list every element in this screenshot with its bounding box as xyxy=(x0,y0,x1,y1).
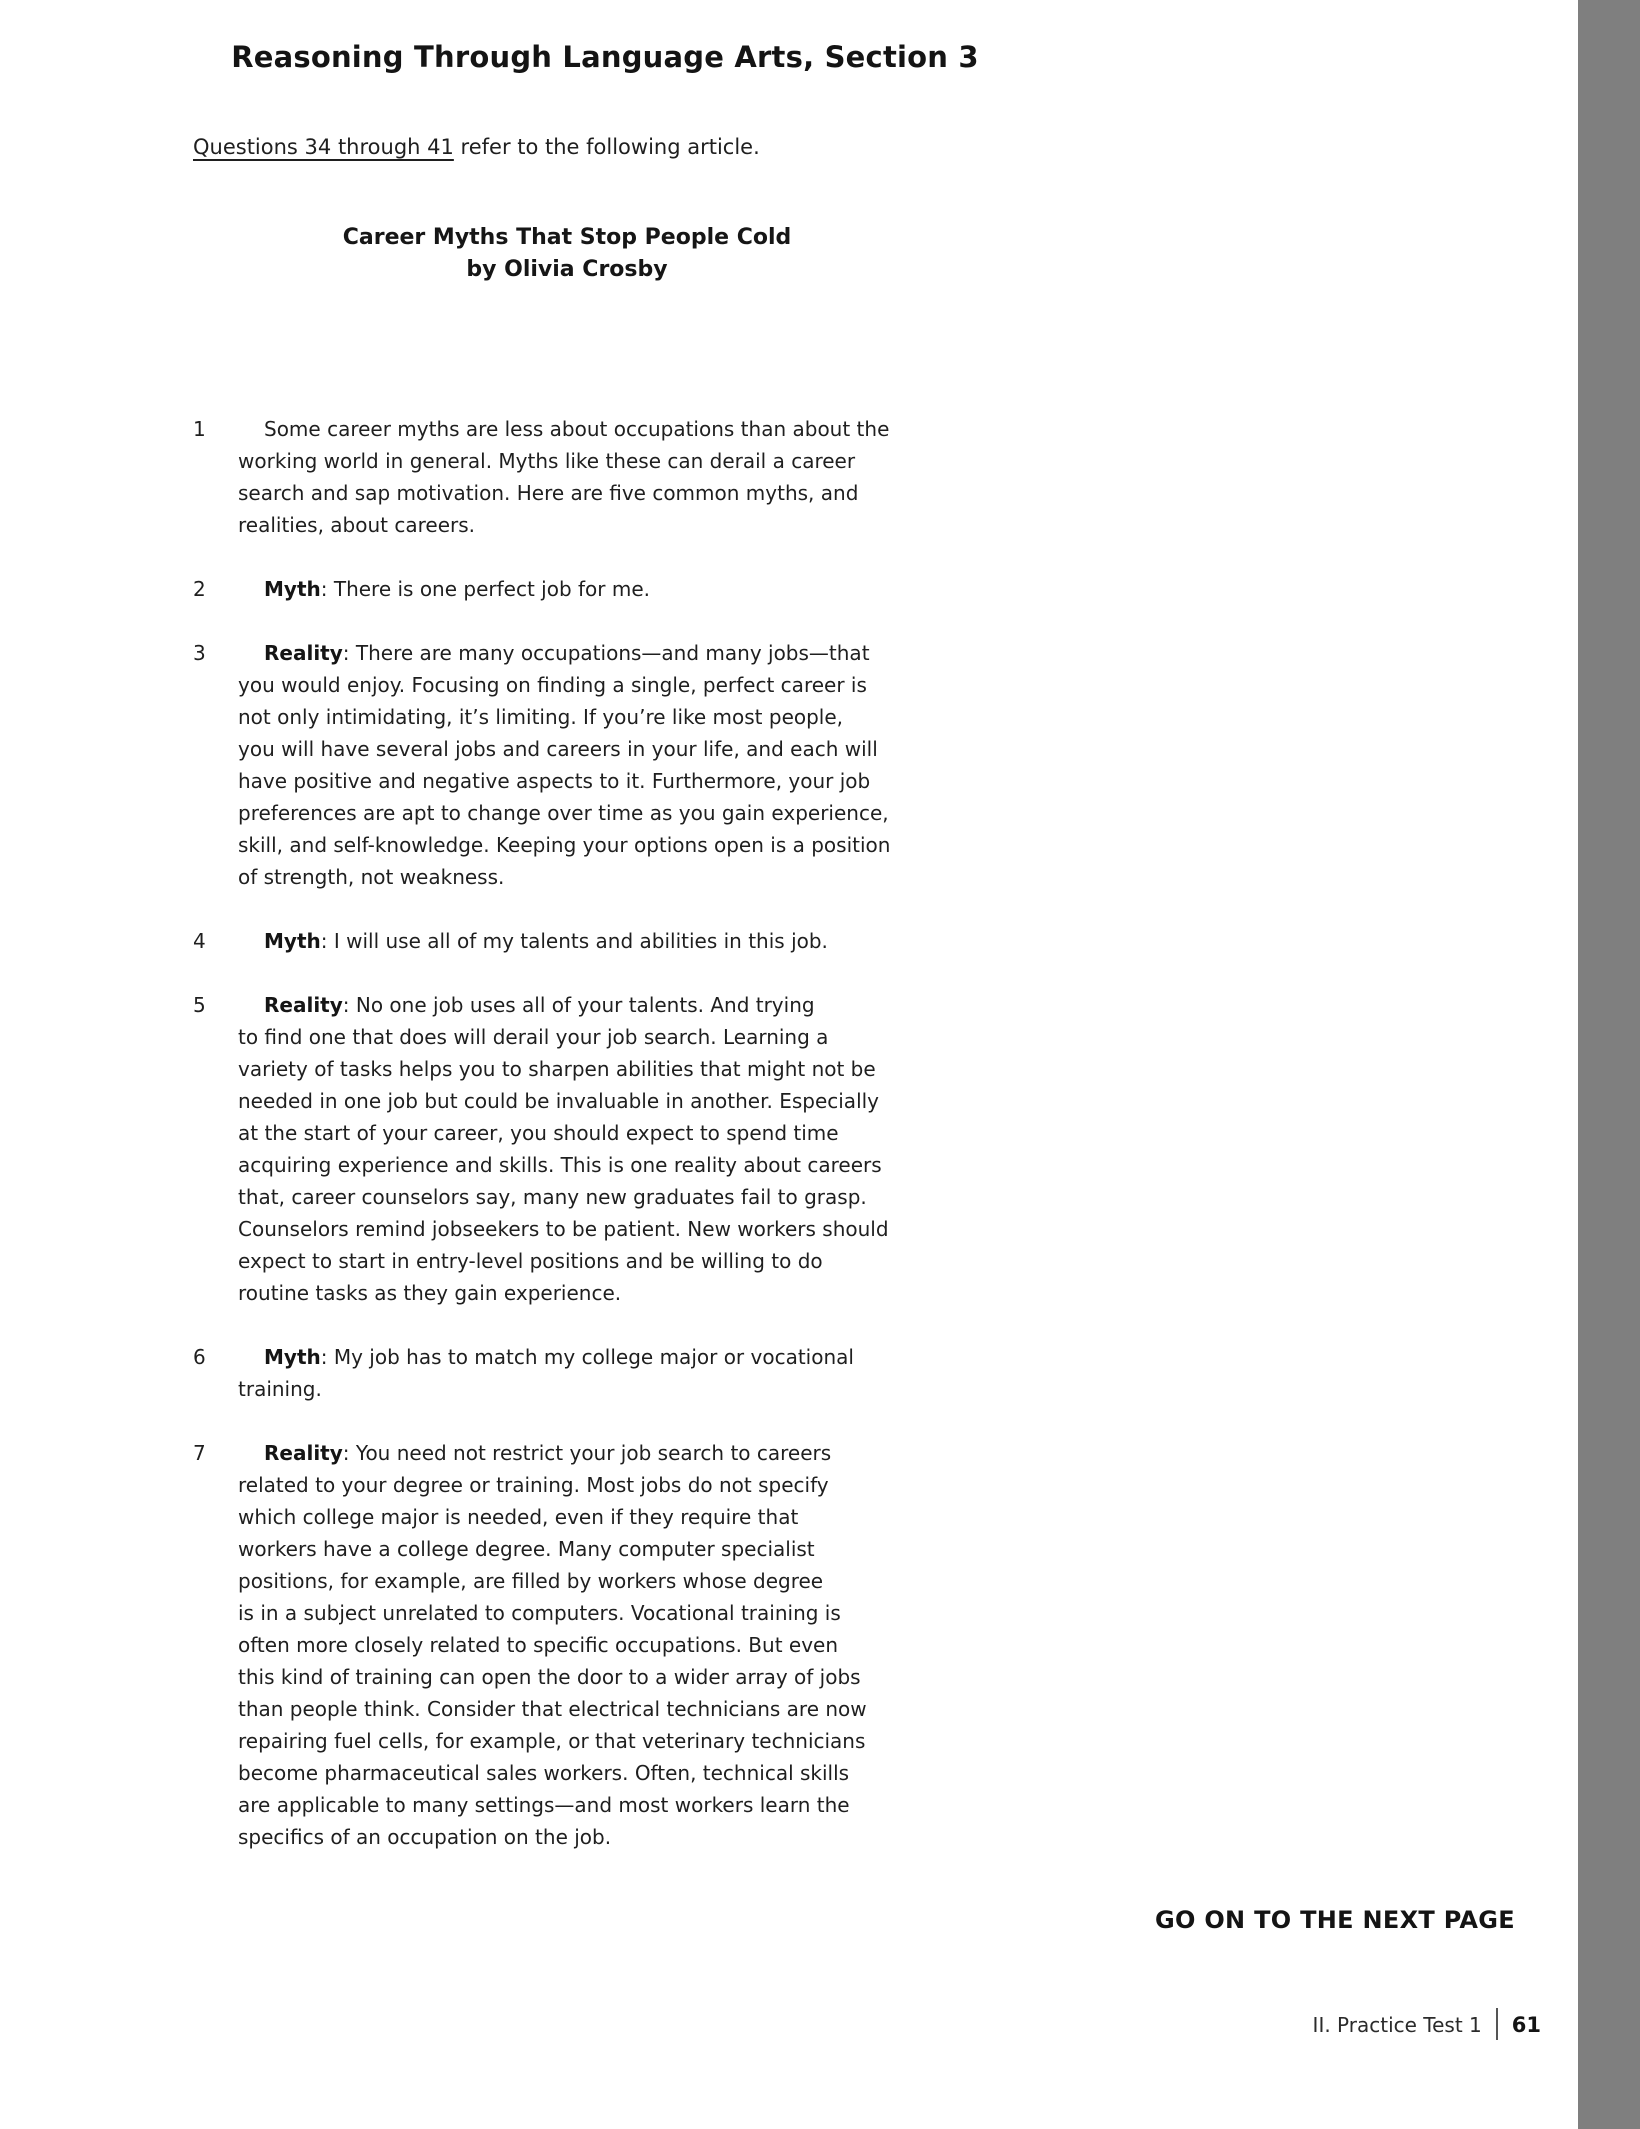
paragraph-label: Myth xyxy=(264,1345,321,1369)
paragraph-number: 6 xyxy=(193,1345,206,1369)
paragraph-list xyxy=(193,413,1023,1885)
footer-divider xyxy=(1496,2008,1498,2040)
article-title: Career Myths That Stop People Cold xyxy=(342,225,792,250)
paragraph-text: Reality: There are many occupations—and many jobs—that you would enjoy. Focusing on finding a single, perfect career is not only intimidating, it’s limiting. If you’re like most people, you will have several jobs and careers in your life, and each will have positive and negative aspects to it. Furthermore, your job preferences are apt to change over time as you gain experience, skill, and self-knowledge. Keeping your options open is a position of strength, not weakness. xyxy=(238,641,891,889)
paragraph-label: Reality xyxy=(264,641,343,665)
instruction-line xyxy=(193,132,760,162)
paragraph-number: 3 xyxy=(193,641,206,665)
paragraph xyxy=(193,573,1023,605)
paragraph-number: 1 xyxy=(193,417,206,441)
paragraph-text: Myth: I will use all of my talents and abilities in this job. xyxy=(264,929,828,953)
paragraph-label: Myth xyxy=(264,577,321,601)
paragraph-number: 7 xyxy=(193,1441,206,1465)
article-title-block xyxy=(193,222,941,286)
instruction-rest: refer to the following article. xyxy=(453,135,760,159)
paragraph-label: Reality xyxy=(264,1441,343,1465)
article-byline: by Olivia Crosby xyxy=(466,257,668,282)
paragraph-text: Some career myths are less about occupations than about the working world in general. Myths like these can derail a career search and sap motivation. Here are five common myths, and realities, about careers. xyxy=(238,417,890,537)
go-on-notice: GO ON TO THE NEXT PAGE xyxy=(1154,1906,1515,1934)
instruction-question-range: Questions 34 through 41 xyxy=(193,135,454,159)
paragraph-text: Reality: No one job uses all of your talents. And trying to find one that does will derail your job search. Learning a variety of tasks helps you to sharpen abilities that might not be needed in one job but could be invaluable in another. Especially at the start of your career, you should expect to spend time acquiring experience and skills. This is one reality about careers that, career counselors say, many new graduates fail to grasp. Counselors remind jobseekers to be patient. New workers should expect to start in entry-level positions and be willing to do routine tasks as they gain experience. xyxy=(238,993,889,1305)
page-footer xyxy=(1313,2008,1541,2040)
page-edge-bar xyxy=(1578,0,1640,2129)
paragraph-number: 5 xyxy=(193,993,206,1017)
paragraph xyxy=(193,1341,1023,1405)
paragraph-number: 2 xyxy=(193,577,206,601)
paragraph-label: Myth xyxy=(264,929,321,953)
paragraph-label: Reality xyxy=(264,993,343,1017)
paragraph xyxy=(193,413,1023,541)
paragraph-text: Myth: My job has to match my college major or vocational training. xyxy=(238,1345,854,1401)
paragraph xyxy=(193,989,1023,1309)
paragraph-text: Reality: You need not restrict your job search to careers related to your degree or training. Most jobs do not specify which college major is needed, even if they require that workers have a college degree. Many computer specialist positions, for example, are filled by workers whose degree is in a subject unrelated to computers. Vocational training is often more closely related to specific occupations. But even this kind of training can open the door to a wider array of jobs than people think. Consider that electrical technicians are now repairing fuel cells, for example, or that veterinary technicians become pharmaceutical sales workers. Often, technical skills are applicable to many settings—and most workers learn the specifics of an occupation on the job. xyxy=(238,1441,867,1849)
paragraph-text: Myth: There is one perfect job for me. xyxy=(264,577,651,601)
footer-section-label: II. Practice Test 1 xyxy=(1312,2013,1482,2037)
paragraph xyxy=(193,1437,1023,1853)
paragraph-number: 4 xyxy=(193,929,206,953)
paragraph xyxy=(193,637,1023,893)
footer-page-number: 61 xyxy=(1511,2013,1541,2037)
section-header: Reasoning Through Language Arts, Section 3 xyxy=(231,40,979,74)
paragraph xyxy=(193,925,1023,957)
